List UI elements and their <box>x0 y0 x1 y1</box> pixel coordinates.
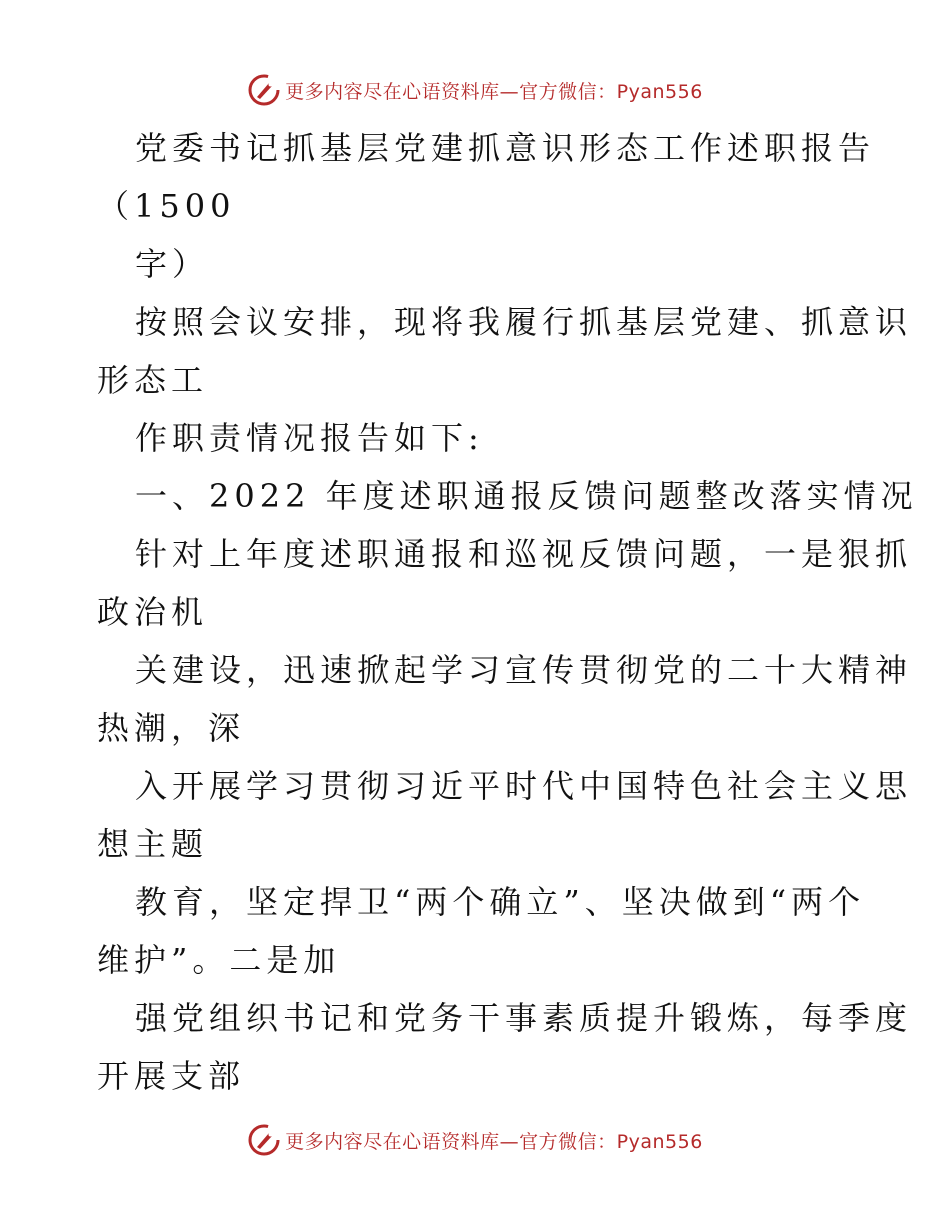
text-line: 想主题 <box>97 825 209 863</box>
text-line: 入开展学习贯彻习近平时代中国特色社会主义思 <box>135 767 913 805</box>
text-line: （1500 <box>97 187 236 225</box>
text-line: 教育，坚定捍卫“两个确立”、坚决做到“两个 <box>135 883 866 921</box>
pen-nib-logo-icon <box>247 73 281 107</box>
text-line: 作职责情况报告如下: <box>135 419 484 457</box>
section-heading: 一、2022 年度述职通报反馈问题整改落实情况 <box>135 477 918 515</box>
pen-nib-logo-icon <box>247 1123 281 1157</box>
text-line: 维护”。二是加 <box>97 941 341 979</box>
text-line: 开展支部 <box>97 1057 246 1095</box>
text-line: 关建设，迅速掀起学习宣传贯彻党的二十大精神 <box>135 651 913 689</box>
footer-watermark <box>0 1120 950 1160</box>
text-line: 字） <box>135 245 210 283</box>
text-line: 强党组织书记和党务干事素质提升锻炼，每季度 <box>135 999 913 1037</box>
header-watermark <box>0 70 950 110</box>
text-line: 热潮，深 <box>97 709 246 747</box>
text-line: 形态工 <box>97 361 209 399</box>
watermark-text: 更多内容尽在心语资料库—官方微信：Pyan556 <box>285 80 703 103</box>
document-title: 党委书记抓基层党建抓意识形态工作述职报告 <box>135 129 876 167</box>
watermark-text: 更多内容尽在心语资料库—官方微信：Pyan556 <box>285 1130 703 1153</box>
text-line: 按照会议安排，现将我履行抓基层党建、抓意识 <box>135 303 913 341</box>
text-line: 针对上年度述职通报和巡视反馈问题，一是狠抓 <box>135 535 913 573</box>
text-line: 政治机 <box>97 593 209 631</box>
